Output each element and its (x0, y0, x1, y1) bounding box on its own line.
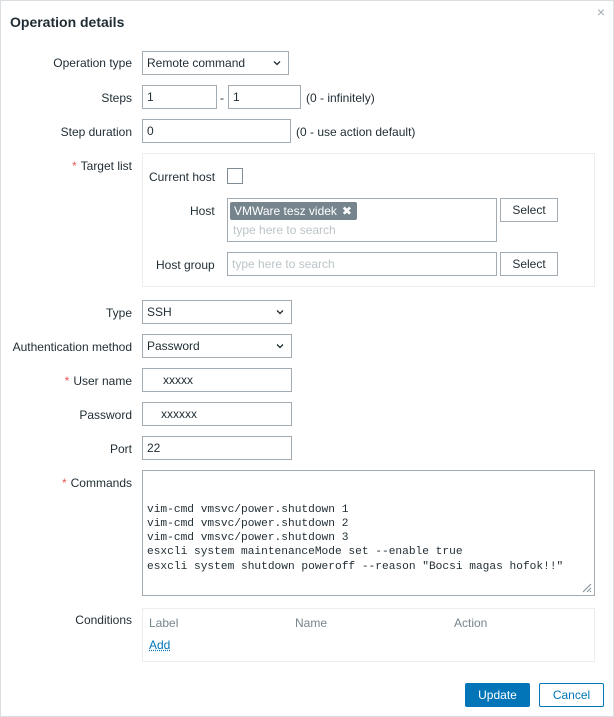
cancel-button[interactable]: Cancel (539, 683, 604, 707)
steps-to-input[interactable]: 1 (228, 85, 301, 109)
auth-method-label: Authentication method (12, 340, 132, 354)
type-label: Type (105, 306, 132, 320)
type-value: SSH (147, 305, 172, 319)
host-tag (230, 202, 357, 220)
commands-label-text: Commands (70, 476, 132, 490)
steps-from-input[interactable]: 1 (142, 85, 217, 109)
host-select-button[interactable]: Select (500, 198, 558, 222)
password-label: Password (79, 408, 132, 422)
step-duration-input[interactable]: 0 (142, 119, 291, 143)
chevron-down-icon (273, 59, 281, 67)
commands-text: vim-cmd vmsvc/power.shutdown 1 vim-cmd vmsvc/power.shutdown 2 vim-cmd vmsvc/power.shutdown 3 esxcli system maintenanceMode set --enable true esxcli system shutdown poweroff --reason "Bocsi magas hofok!!" (147, 503, 564, 573)
auth-method-select[interactable] (142, 334, 292, 358)
port-label: Port (109, 442, 132, 456)
target-list-box (142, 153, 595, 287)
target-list-label-text: Target list (80, 159, 132, 173)
resize-grip-icon[interactable] (580, 581, 592, 593)
port-input[interactable]: 22 (142, 436, 292, 460)
host-tag-label: VMWare tesz videk (234, 204, 337, 218)
steps-separator: - (220, 91, 224, 105)
host-group-label: Host group (156, 258, 215, 272)
auth-method-value: Password (147, 339, 200, 353)
host-label: Host (190, 204, 215, 218)
chevron-down-icon (276, 342, 284, 350)
steps-hint: (0 - infinitely) (306, 91, 375, 105)
update-button[interactable]: Update (465, 683, 530, 707)
required-marker: * (71, 159, 77, 173)
conditions-col-label: Label (149, 616, 179, 630)
chevron-down-icon (276, 308, 284, 316)
type-select[interactable] (142, 300, 292, 324)
host-group-multiselect[interactable] (227, 252, 497, 276)
conditions-table (142, 608, 595, 662)
conditions-add-link[interactable]: Add (149, 638, 171, 652)
remove-tag-icon[interactable]: ✖ (341, 204, 352, 218)
operation-type-label: Operation type (53, 56, 132, 70)
conditions-col-action: Action (454, 616, 488, 630)
required-marker: * (61, 476, 67, 490)
operation-type-value: Remote command (147, 56, 246, 70)
user-name-label (1, 374, 132, 388)
step-duration-label: Step duration (60, 125, 132, 139)
conditions-label: Conditions (75, 613, 132, 627)
host-search-input[interactable]: type here to search (233, 223, 336, 237)
password-input[interactable]: xxxxxx (142, 402, 292, 426)
user-name-input[interactable]: xxxxx (142, 368, 292, 392)
conditions-col-name: Name (295, 616, 328, 630)
step-duration-hint: (0 - use action default) (296, 125, 416, 139)
current-host-checkbox[interactable] (227, 168, 243, 184)
host-group-select-button[interactable]: Select (500, 252, 558, 276)
required-marker: * (64, 374, 70, 388)
host-multiselect[interactable] (227, 198, 497, 242)
current-host-label: Current host (149, 170, 216, 184)
steps-label: Steps (101, 91, 132, 105)
user-name-label-text: User name (73, 374, 132, 388)
host-group-search-input[interactable]: type here to search (232, 257, 335, 271)
operation-type-select[interactable] (142, 51, 289, 75)
target-list-label (1, 159, 132, 173)
dialog-title: Operation details (10, 14, 125, 30)
commands-textarea[interactable] (142, 470, 595, 596)
close-icon[interactable]: × (596, 4, 605, 20)
commands-label (1, 476, 132, 490)
